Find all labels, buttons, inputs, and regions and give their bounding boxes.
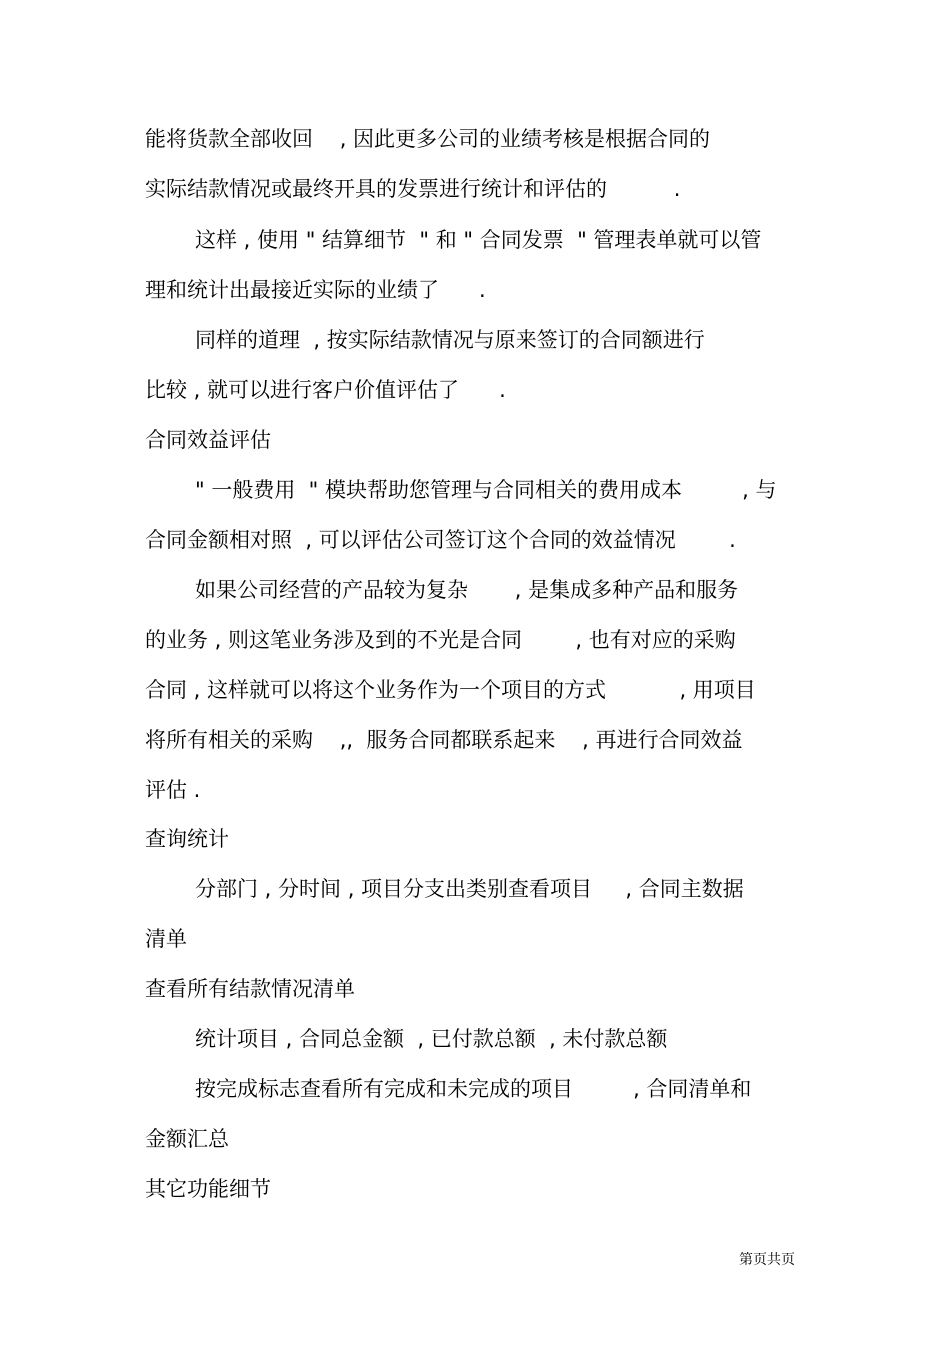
body-line: 统计项目 , 合同总金额 , 已付款总额 , 未付款总额 <box>195 1027 668 1051</box>
body-line: 清单 <box>145 927 187 951</box>
body-line: 如果公司经营的产品较为复杂 , 是集成多种产品和服务 <box>195 578 739 602</box>
body-line: 理和统计出最接近实际的业绩了 . <box>145 278 486 302</box>
body-line: 合同金额相对照 , 可以评估公司签订这个合同的效益情况 . <box>145 528 736 552</box>
section-heading: 查看所有结款情况清单 <box>145 977 355 1001</box>
body-line: 同样的道理 , 按实际结款情况与原来签订的合同额进行 <box>195 328 705 352</box>
body-line: 分部门 , 分时间 , 项目分支出类别查看项目 , 合同主数据 <box>195 877 744 901</box>
body-line: 实际结款情况或最终开具的发票进行统计和评估的 . <box>145 177 681 201</box>
body-line: 评估 . <box>145 778 201 802</box>
body-line: " 一般费用 " 模块帮助您管理与合同相关的费用成本 , 与 <box>195 478 777 502</box>
body-line: 能将货款全部收回 , 因此更多公司的业绩考核是根据合同的 <box>145 127 711 151</box>
body-line: 按完成标志查看所有完成和未完成的项目 , 合同清单和 <box>195 1077 752 1101</box>
body-line: 的业务 , 则这笔业务涉及到的不光是合同 , 也有对应的采购 <box>145 628 736 652</box>
body-line: 这样 , 使用 " 结算细节 " 和 " 合同发票 " 管理表单就可以管 <box>195 228 762 252</box>
body-line: 合同 , 这样就可以将这个业务作为一个项目的方式 , 用项目 <box>145 678 756 702</box>
section-heading: 其它功能细节 <box>145 1177 271 1201</box>
section-heading: 合同效益评估 <box>145 428 271 452</box>
body-line: 将所有相关的采购 ,, 服务合同都联系起来 , 再进行合同效益 <box>145 728 743 752</box>
body-line: 金额汇总 <box>145 1127 229 1151</box>
section-heading: 查询统计 <box>145 827 229 851</box>
body-line: 比较 , 就可以进行客户价值评估了 . <box>145 378 506 402</box>
page-footer: 第页共页 <box>739 1252 795 1268</box>
